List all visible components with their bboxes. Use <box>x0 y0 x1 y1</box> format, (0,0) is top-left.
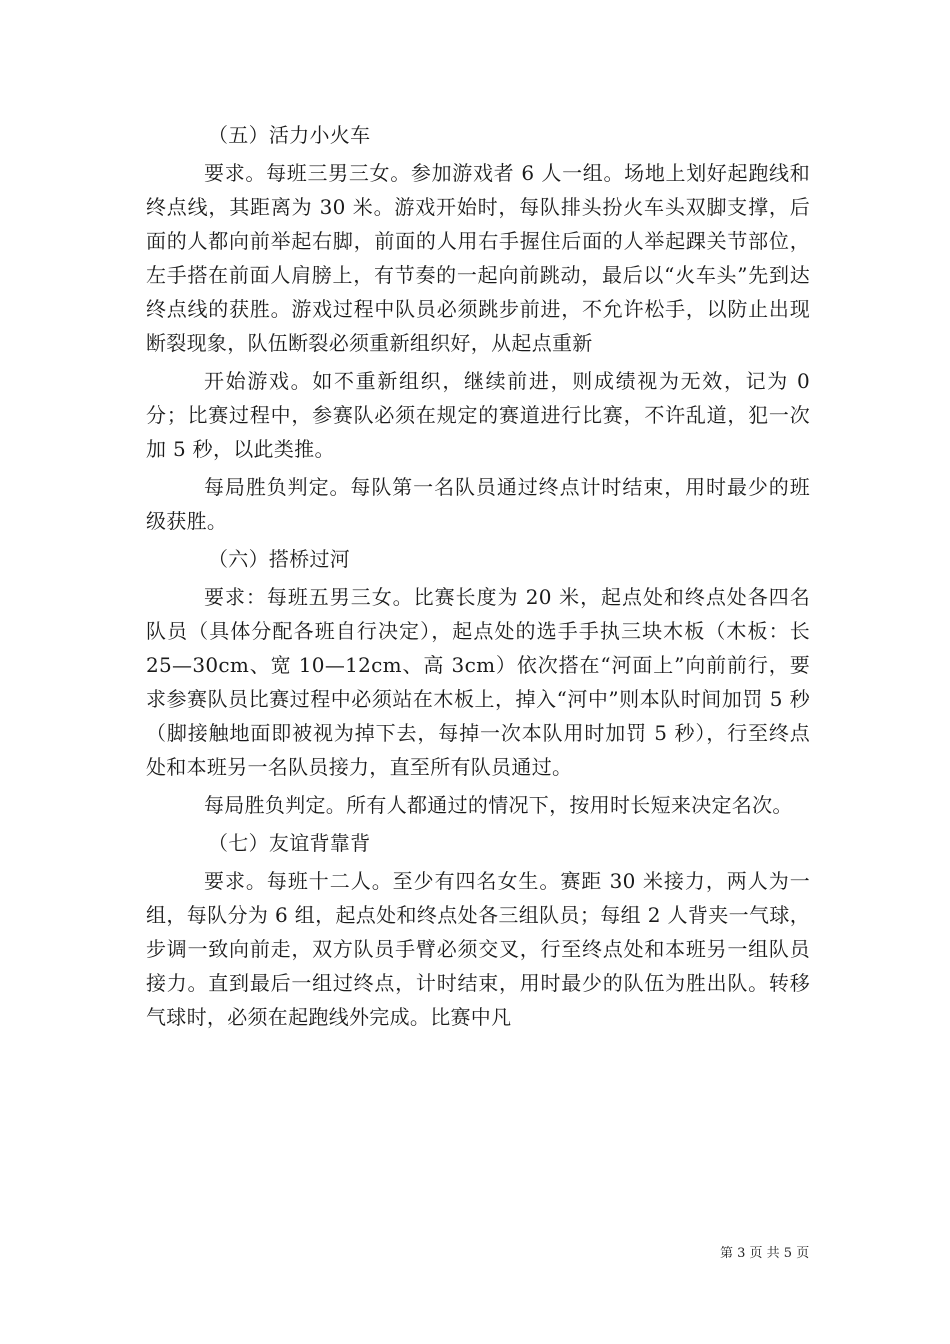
section-heading: （六）搭桥过河 <box>208 547 351 571</box>
section-heading: （七）友谊背靠背 <box>208 831 371 855</box>
paragraph: 开始游戏。如不重新组织，继续前进，则成绩视为无效，记为 0 分；比赛过程中，参赛队必须在规定的赛道进行比赛，不许乱道，犯一次加 5 秒，以此类推。 <box>146 369 810 461</box>
document-body <box>146 118 810 1038</box>
section-five <box>146 118 810 538</box>
paragraph: 要求。每班三男三女。参加游戏者 6 人一组。场地上划好起跑线和终点线，其距离为 30 米。游戏开始时，每队排头扮火车头双脚支撑，后面的人都向前举起右脚，前面的人用右手握住后面的人举起踝关节部位，左手搭在前面人肩膀上，有节奏的一起向前跳动，最后以“火车头”先到达终点线的获胜。游戏过程中队员必须跳步前进，不允许松手，以防止出现断裂现象，队伍断裂必须重新组织好，从起点重新 <box>146 161 810 355</box>
section-seven <box>146 826 810 1034</box>
paragraph: 每局胜负判定。所有人都通过的情况下，按用时长短来决定名次。 <box>204 793 793 817</box>
section-heading: （五）活力小火车 <box>208 123 371 147</box>
paragraph: 要求：每班五男三女。比赛长度为 20 米，起点处和终点处各四名队员（具体分配各班自行决定），起点处的选手手执三块木板（木板：长 25—30cm、宽 10—12cm、高 3cm）依次搭在“河面上”向前前行，要求参赛队员比赛过程中必须站在木板上，掉入“河中”则本队时间加罚 5 秒（脚接触地面即被视为掉下去，每掉一次本队用时加罚 5 秒），行至终点处和本班另一名队员接力，直至所有队员通过。 <box>146 585 810 779</box>
section-six <box>146 542 810 822</box>
page-number: 第 3 页 共 5 页 <box>720 1246 810 1261</box>
paragraph: 要求。每班十二人。至少有四名女生。赛距 30 米接力，两人为一组，每队分为 6 组，起点处和终点处各三组队员；每组 2 人背夹一气球，步调一致向前走，双方队员手臂必须交叉，行至终点处和本班另一组队员接力。直到最后一组过终点，计时结束，用时最少的队伍为胜出队。转移气球时，必须在起跑线外完成。比赛中凡 <box>146 869 810 1029</box>
paragraph: 每局胜负判定。每队第一名队员通过终点计时结束，用时最少的班级获胜。 <box>146 475 810 533</box>
